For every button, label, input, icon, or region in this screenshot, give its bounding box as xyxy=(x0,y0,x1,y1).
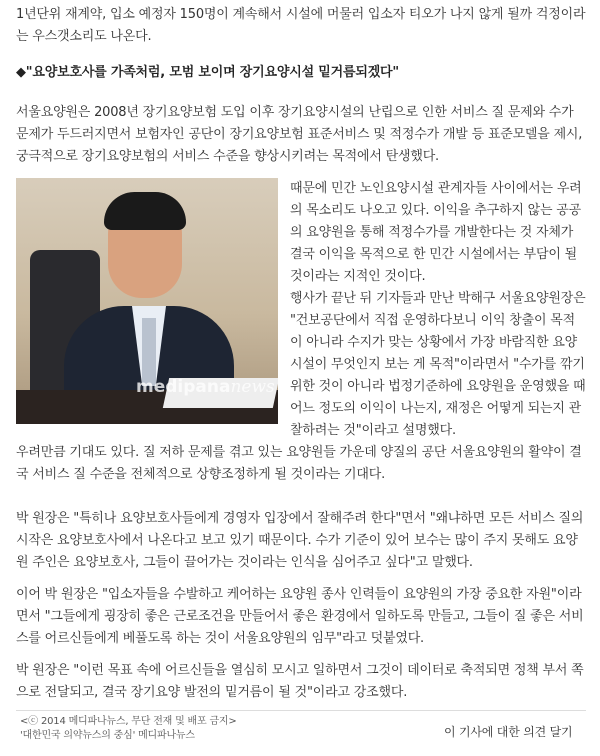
paragraph-background: 서울요양원은 2008년 장기요양보험 도입 이후 장기요양시설의 난립으로 인한 서비스 질 문제와 수가 문제가 두드러지면서 보험자인 공단이 장기요양보험 표준서비스 및 적정수가 개발 등 표준모델을 제시, 궁극적으로 장기요양보험의 서비스 수준을 향상시키려는 목적에서 탄생했다. xyxy=(16,105,583,164)
paragraph-concerns: 때문에 민간 노인요양시설 관계자들 사이에서는 우려의 목소리도 나오고 있다. 이익을 추구하지 않는 공공의 요양원을 통해 적정수가를 개발한다는 것 자체가 결국 이익을 목적으로 한 민간 시설에서는 부담이 될 것이라는 지적인 것이다. xyxy=(290,181,582,284)
paragraph-staff-mission: 이어 박 원장은 "입소자들을 수발하고 케어하는 요양원 종사 인력들이 요양원의 가장 중요한 자원"이라면서 "그들에게 굉장히 좋은 근로조건을 만들어서 좋은 환경에서 일하도록 만들고, 그들이 질 좋은 서비스를 어르신들에게 베풀도록 하는 것이 서울요양원의 임무"라고 덧붙였다. xyxy=(16,587,584,646)
photo-watermark: medipananews xyxy=(136,377,275,397)
footer-divider xyxy=(16,710,586,711)
copyright-notice: <ⓒ 2014 메디파나뉴스, 무단 전재 및 배포 금지> xyxy=(20,716,237,727)
paragraph-caregivers: 박 원장은 "특히나 요양보호사들에게 경영자 입장에서 잘해주려 한다"면서 "왜냐하면 모든 서비스 질의 시작은 요양보호사에서 나온다고 보고 있기 때문이다. 수가 기준이 있어 보수는 많이 주지 못해도 요양원 주인은 요양보호사, 그들이 끌어가는 것이라는 인식을 심어주고 싶다"고 말했다. xyxy=(16,511,584,570)
intro-paragraph: 1년단위 재계약, 입소 예정자 150명이 계속해서 시설에 머물러 입소자 티오가 나지 않게 될까 걱정이라는 우스갯소리도 나온다. xyxy=(16,7,586,44)
comment-link[interactable]: 이 기사에 대한 의견 달기 xyxy=(444,725,573,739)
paragraph-expectations: 우려만큼 기대도 있다. 질 저하 문제를 겪고 있는 요양원들 가운데 양질의 공단 서울요양원의 활약이 결국 서비스 질 수준을 전체적으로 상향조정하게 될 것이라는 기대다. xyxy=(16,445,582,482)
publisher-slogan: '대한민국 의약뉴스의 중심' 메디파나뉴스 xyxy=(20,730,195,741)
article-photo xyxy=(16,178,278,424)
paragraph-conclusion: 박 원장은 "이런 목표 속에 어르신들을 열심히 모시고 일하면서 그것이 데이터로 축적되면 정책 부서 쪽으로 전달되고, 결국 장기요양 발전의 밑거름이 될 것"이라고 강조했다. xyxy=(16,663,584,700)
section-subheading: ◆"요양보호사를 가족처럼, 모범 보이며 장기요양시설 밑거름되겠다" xyxy=(16,65,399,80)
article-footer xyxy=(20,715,237,743)
paragraph-director-quote: 행사가 끝난 뒤 기자들과 만난 박해구 서울요양원장은 "건보공단에서 직접 운영하다보니 이익 창출이 목적이 아니라 수지가 맞는 상황에서 가장 바람직한 요양시설이 무엇인지 보는 게 목적"이라면서 "수가를 깎기 위한 것이 아니라 법정기준하에 요양원을 운영했을 때 어느 정도의 이익이 나는지, 재정은 어떻게 되는지 관찰하려는 것"이라고 설명했다. xyxy=(290,291,586,438)
